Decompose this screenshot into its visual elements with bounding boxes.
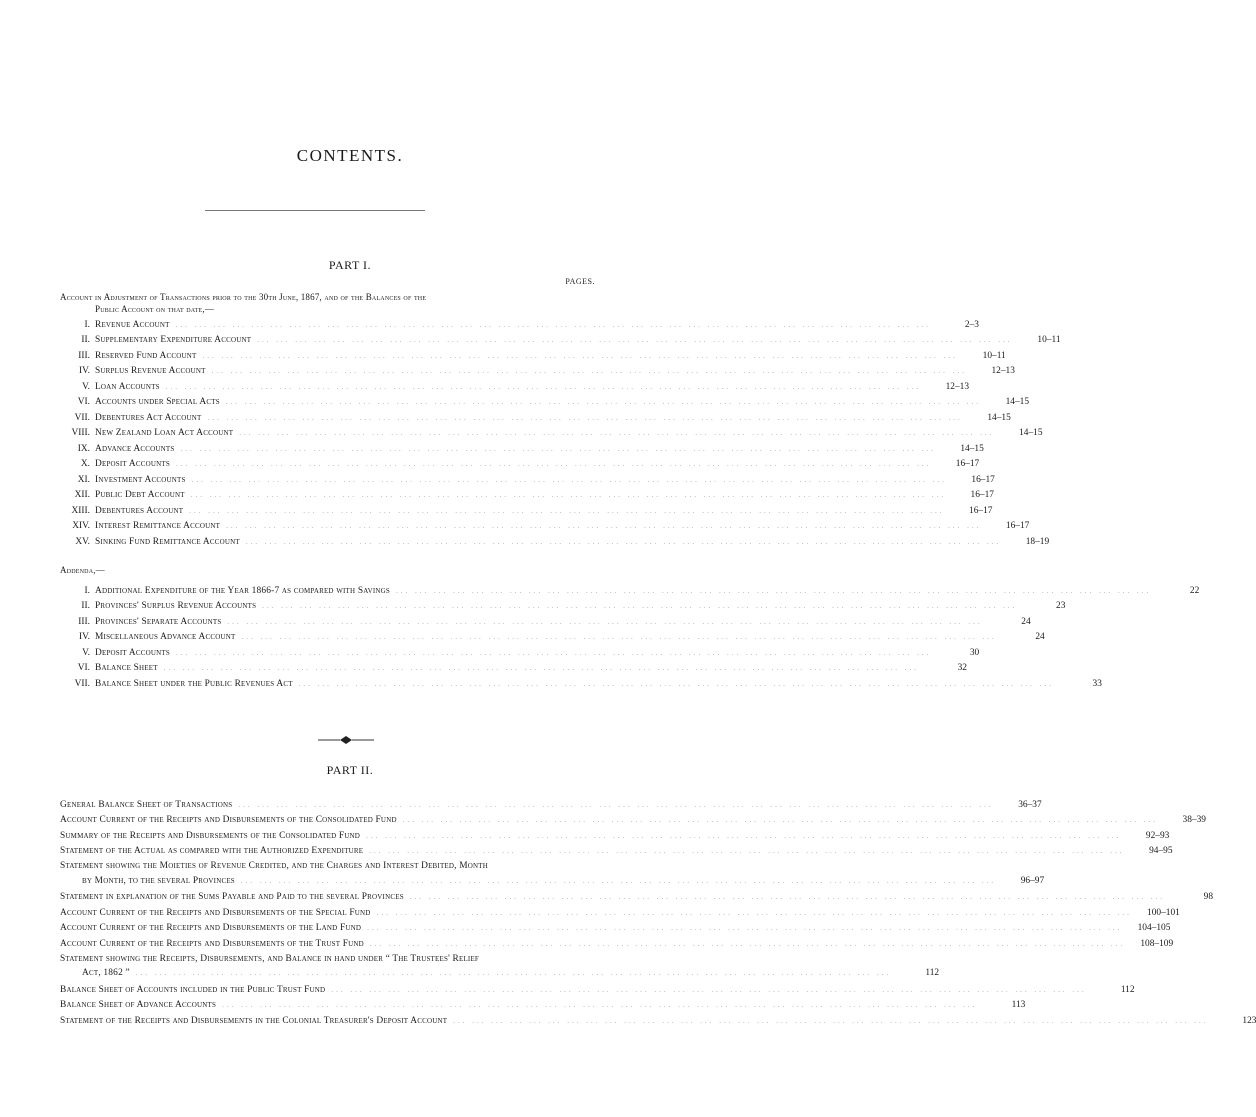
- leader-dots: ... ... ... ... ... ... ... ... ... ... ... ... ... ... ... ... ... ... ... ... ... ... ... ... ... ... ... ... ... ... ... ... ... ... ... ... ... ... ... ...: [165, 382, 922, 391]
- list-item: [60, 859, 1045, 889]
- item-label: Statement of the Actual as compared with the Authorized Expenditure: [60, 846, 364, 857]
- leader-dots: ... ... ... ... ... ... ... ... ... ... ... ... ... ... ... ... ... ... ... ... ... ... ... ... ... ... ... ... ... ... ... ... ... ... ... ... ... ... ... ...: [453, 1016, 1209, 1025]
- list-item-continuation: [60, 966, 940, 982]
- list-item: [60, 676, 1102, 692]
- list-item: [60, 797, 1042, 813]
- title-rule: [205, 210, 425, 211]
- item-number: XII.: [74, 490, 90, 501]
- list-item: [60, 519, 1030, 535]
- item-number: XV.: [75, 536, 90, 547]
- item-label: Supplementary Expenditure Account: [95, 335, 252, 346]
- list-item: [60, 599, 1066, 615]
- item-label: Loan Accounts: [95, 381, 160, 392]
- item-number: V.: [82, 381, 90, 392]
- item-pages: 24: [1021, 616, 1031, 627]
- item-pages: 18–19: [1025, 536, 1050, 547]
- item-label: Statement of the Receipts and Disbursements in the Colonial Treasurer's Deposit Account: [60, 1015, 448, 1026]
- item-label: Provinces' Surplus Revenue Accounts: [95, 601, 257, 612]
- item-label: Advance Accounts: [95, 443, 175, 454]
- leader-dots: ... ... ... ... ... ... ... ... ... ... ... ... ... ... ... ... ... ... ... ... ... ... ... ... ... ... ... ... ... ... ... ... ... ... ... ... ... ... ... ...: [367, 924, 1123, 933]
- list-item: [60, 583, 1200, 599]
- list-item: [60, 614, 1031, 630]
- item-label: Balance Sheet under the Public Revenues Act: [95, 678, 293, 689]
- leader-dots: ... ... ... ... ... ... ... ... ... ... ... ... ... ... ... ... ... ... ... ... ... ... ... ... ... ... ... ... ... ... ... ... ... ... ... ... ... ... ... ...: [189, 506, 945, 515]
- leader-dots: ... ... ... ... ... ... ... ... ... ... ... ... ... ... ... ... ... ... ... ... ... ... ... ... ... ... ... ... ... ... ... ... ... ... ... ... ... ... ... ...: [331, 985, 1087, 994]
- item-pages: 108–109: [1140, 938, 1174, 949]
- part2-list: [60, 797, 1256, 1029]
- leader-dots: ... ... ... ... ... ... ... ... ... ... ... ... ... ... ... ... ... ... ... ... ... ... ... ... ... ... ... ... ... ... ... ... ... ... ... ... ... ... ... ...: [222, 1001, 978, 1010]
- list-item-continuation: [60, 873, 1045, 889]
- item-label: Account Current of the Receipts and Disbursements of the Land Fund: [60, 923, 362, 934]
- item-number: XIV.: [72, 521, 90, 532]
- leader-dots: ... ... ... ... ... ... ... ... ... ... ... ... ... ... ... ... ... ... ... ... ... ... ... ... ... ... ... ... ... ... ... ... ... ... ... ... ... ... ... ...: [245, 537, 1002, 546]
- list-item: [60, 379, 970, 395]
- item-pages: 16–17: [970, 490, 994, 501]
- item-pages: 104–105: [1137, 923, 1171, 934]
- item-number: IV.: [78, 366, 90, 377]
- list-item: [60, 472, 995, 488]
- item-pages: 16–17: [971, 474, 995, 485]
- list-item: [60, 1013, 1256, 1029]
- leader-dots: ... ... ... ... ... ... ... ... ... ... ... ... ... ... ... ... ... ... ... ... ... ... ... ... ... ... ... ... ... ... ... ... ... ... ... ... ... ... ... ...: [175, 320, 931, 329]
- item-pages: 100–101: [1147, 907, 1180, 918]
- list-item: [60, 410, 1011, 426]
- leader-dots: ... ... ... ... ... ... ... ... ... ... ... ... ... ... ... ... ... ... ... ... ... ... ... ... ... ... ... ... ... ... ... ... ... ... ... ... ... ... ... ...: [163, 664, 919, 673]
- addenda-label: Addenda,—: [60, 565, 105, 575]
- item-number: VIII.: [71, 428, 90, 439]
- item-label: Balance Sheet of Advance Accounts: [60, 1000, 217, 1011]
- list-item: [60, 317, 979, 333]
- item-pages: 10–11: [1037, 335, 1061, 346]
- item-pages: 30: [969, 647, 980, 658]
- list-item: [60, 936, 1174, 952]
- item-pages: 36–37: [1018, 799, 1042, 810]
- part1-list: [60, 317, 1061, 550]
- part1-intro: [60, 291, 580, 315]
- list-item: [60, 813, 1206, 829]
- item-label: General Balance Sheet of Transactions: [60, 799, 233, 810]
- item-label: Statement showing the Moieties of Revenue Credited, and the Charges and Interest Debited, Month: [60, 861, 489, 871]
- item-number: V.: [82, 647, 90, 658]
- part1-intro-line2: Public Account on that date,—: [95, 304, 215, 314]
- leader-dots: ... ... ... ... ... ... ... ... ... ... ... ... ... ... ... ... ... ... ... ... ... ... ... ... ... ... ... ... ... ... ... ... ... ... ... ... ... ... ... ...: [238, 800, 994, 809]
- leader-dots: ... ... ... ... ... ... ... ... ... ... ... ... ... ... ... ... ... ... ... ... ... ... ... ... ... ... ... ... ... ... ... ... ... ... ... ... ... ... ... ...: [226, 522, 982, 531]
- list-item: [60, 534, 1050, 550]
- list-item: [60, 890, 1214, 906]
- list-item: [60, 952, 940, 982]
- item-label: Statement in explanation of the Sums Payable and Paid to the several Provinces: [60, 892, 404, 903]
- list-item: [60, 503, 993, 519]
- list-item: [60, 333, 1061, 349]
- item-pages: 112: [1120, 984, 1135, 995]
- item-label: Investment Accounts: [95, 474, 186, 485]
- list-item: [60, 630, 1045, 646]
- item-pages: 16–17: [1005, 521, 1030, 532]
- leader-dots: ... ... ... ... ... ... ... ... ... ... ... ... ... ... ... ... ... ... ... ... ... ... ... ... ... ... ... ... ... ... ... ... ... ... ... ... ... ... ... ...: [211, 367, 967, 376]
- item-pages: 23: [1056, 601, 1066, 612]
- leader-dots: ... ... ... ... ... ... ... ... ... ... ... ... ... ... ... ... ... ... ... ... ... ... ... ... ... ... ... ... ... ... ... ... ... ... ... ... ... ... ... ...: [175, 460, 932, 469]
- item-number: IV.: [78, 632, 90, 643]
- list-item: [60, 828, 1170, 844]
- item-pages: 123: [1242, 1015, 1256, 1026]
- leader-dots: ... ... ... ... ... ... ... ... ... ... ... ... ... ... ... ... ... ... ... ... ... ... ... ... ... ... ... ... ... ... ... ... ... ... ... ... ... ... ... ...: [257, 336, 1013, 345]
- item-number: I.: [84, 319, 90, 330]
- list-item: [60, 457, 980, 473]
- page-title: CONTENTS.: [296, 146, 404, 165]
- item-pages: 14–15: [960, 443, 984, 454]
- leader-dots: ... ... ... ... ... ... ... ... ... ... ... ... ... ... ... ... ... ... ... ... ... ... ... ... ... ... ... ... ... ... ... ... ... ... ... ... ... ... ... ...: [241, 633, 997, 642]
- item-pages: 96–97: [1020, 875, 1045, 886]
- item-pages: 113: [1011, 1000, 1026, 1011]
- item-pages: 24: [1035, 632, 1045, 643]
- item-pages: 33: [1092, 678, 1102, 689]
- item-pages: 38–39: [1182, 815, 1206, 826]
- item-pages: 2–3: [964, 319, 979, 330]
- item-label-continued: by Month, to the several Provinces: [82, 875, 235, 886]
- leader-dots: ... ... ... ... ... ... ... ... ... ... ... ... ... ... ... ... ... ... ... ... ... ... ... ... ... ... ... ... ... ... ... ... ... ... ... ... ... ... ... ...: [376, 908, 1132, 917]
- leader-dots: ... ... ... ... ... ... ... ... ... ... ... ... ... ... ... ... ... ... ... ... ... ... ... ... ... ... ... ... ... ... ... ... ... ... ... ... ... ... ... ...: [135, 969, 892, 978]
- item-pages: 12–13: [991, 366, 1015, 377]
- leader-dots: ... ... ... ... ... ... ... ... ... ... ... ... ... ... ... ... ... ... ... ... ... ... ... ... ... ... ... ... ... ... ... ... ... ... ... ... ... ... ... ...: [402, 816, 1158, 825]
- item-number: I.: [84, 585, 90, 596]
- leader-dots: ... ... ... ... ... ... ... ... ... ... ... ... ... ... ... ... ... ... ... ... ... ... ... ... ... ... ... ... ... ... ... ... ... ... ... ... ... ... ... ...: [262, 602, 1018, 611]
- item-pages: 32: [957, 663, 967, 674]
- item-number: III.: [78, 350, 90, 361]
- leader-dots: ... ... ... ... ... ... ... ... ... ... ... ... ... ... ... ... ... ... ... ... ... ... ... ... ... ... ... ... ... ... ... ... ... ... ... ... ... ... ... ...: [207, 413, 963, 422]
- item-label: Sinking Fund Remittance Account: [95, 536, 240, 547]
- leader-dots: ... ... ... ... ... ... ... ... ... ... ... ... ... ... ... ... ... ... ... ... ... ... ... ... ... ... ... ... ... ... ... ... ... ... ... ... ... ... ... ...: [175, 648, 932, 657]
- item-pages: 14–15: [987, 412, 1011, 423]
- item-label: Account Current of the Receipts and Disbursements of the Special Fund: [60, 907, 371, 918]
- item-pages: 10–11: [982, 350, 1006, 361]
- item-number: XI.: [77, 474, 90, 485]
- list-item: [60, 348, 1006, 364]
- item-label: Provinces' Separate Accounts: [95, 616, 222, 627]
- item-number: III.: [78, 616, 90, 627]
- leader-dots: ... ... ... ... ... ... ... ... ... ... ... ... ... ... ... ... ... ... ... ... ... ... ... ... ... ... ... ... ... ... ... ... ... ... ... ... ... ... ... ...: [190, 491, 946, 500]
- leader-dots: ... ... ... ... ... ... ... ... ... ... ... ... ... ... ... ... ... ... ... ... ... ... ... ... ... ... ... ... ... ... ... ... ... ... ... ... ... ... ... ...: [409, 893, 1166, 902]
- leader-dots: ... ... ... ... ... ... ... ... ... ... ... ... ... ... ... ... ... ... ... ... ... ... ... ... ... ... ... ... ... ... ... ... ... ... ... ... ... ... ... ...: [240, 876, 997, 885]
- item-label: Balance Sheet of Accounts included in the Public Trust Fund: [60, 984, 326, 995]
- item-label: Balance Sheet: [95, 663, 158, 674]
- leader-dots: ... ... ... ... ... ... ... ... ... ... ... ... ... ... ... ... ... ... ... ... ... ... ... ... ... ... ... ... ... ... ... ... ... ... ... ... ... ... ... ...: [366, 831, 1122, 840]
- leader-dots: ... ... ... ... ... ... ... ... ... ... ... ... ... ... ... ... ... ... ... ... ... ... ... ... ... ... ... ... ... ... ... ... ... ... ... ... ... ... ... ...: [180, 444, 936, 453]
- item-pages: 16–17: [955, 459, 980, 470]
- addenda-list: [60, 583, 1200, 692]
- leader-dots: ... ... ... ... ... ... ... ... ... ... ... ... ... ... ... ... ... ... ... ... ... ... ... ... ... ... ... ... ... ... ... ... ... ... ... ... ... ... ... ...: [369, 939, 1126, 948]
- leader-dots: ... ... ... ... ... ... ... ... ... ... ... ... ... ... ... ... ... ... ... ... ... ... ... ... ... ... ... ... ... ... ... ... ... ... ... ... ... ... ... ...: [225, 398, 982, 407]
- item-number: II.: [81, 335, 90, 346]
- item-number: VII.: [74, 412, 90, 423]
- leader-dots: ... ... ... ... ... ... ... ... ... ... ... ... ... ... ... ... ... ... ... ... ... ... ... ... ... ... ... ... ... ... ... ... ... ... ... ... ... ... ... ...: [191, 475, 947, 484]
- list-item: [60, 661, 967, 677]
- list-item: [60, 426, 1043, 442]
- list-item: [60, 905, 1180, 921]
- list-item: [60, 395, 1030, 411]
- list-item: [60, 364, 1015, 380]
- item-label: Summary of the Receipts and Disbursements of the Consolidated Fund: [60, 830, 361, 841]
- leader-dots: ... ... ... ... ... ... ... ... ... ... ... ... ... ... ... ... ... ... ... ... ... ... ... ... ... ... ... ... ... ... ... ... ... ... ... ... ... ... ... ...: [202, 351, 958, 360]
- item-label: Revenue Account: [95, 319, 170, 330]
- list-item: [60, 921, 1171, 937]
- list-item: [60, 488, 994, 504]
- part1-intro-line1: Account in Adjustment of Transactions prior to the 30th June, 1867, and of the Balances of the: [60, 292, 427, 302]
- item-number: VI.: [77, 397, 90, 408]
- item-pages: 16–17: [969, 505, 993, 516]
- list-item: [60, 441, 984, 457]
- list-item: [60, 998, 1026, 1014]
- pages-column-label: PAGES.: [565, 277, 595, 286]
- item-label: Deposit Accounts: [95, 647, 170, 658]
- ornament-divider: [318, 735, 374, 745]
- item-label: Statement showing the Receipts, Disbursements, and Balance in hand under “ The Trustees' Relief: [60, 953, 480, 964]
- item-label: Surplus Revenue Account: [95, 366, 206, 377]
- item-pages: 112: [925, 968, 940, 979]
- item-number: X.: [80, 459, 90, 470]
- item-label: Reserved Fund Account: [95, 350, 197, 361]
- item-label: Debentures Account: [95, 505, 184, 516]
- item-label: Additional Expenditure of the Year 1866-7 as compared with Savings: [95, 585, 390, 596]
- item-pages: 14–15: [1019, 428, 1043, 439]
- item-label: Account Current of the Receipts and Disbursements of the Consolidated Fund: [60, 815, 397, 826]
- item-label-continued: Act, 1862 ”: [82, 968, 130, 979]
- list-item: [60, 844, 1173, 860]
- item-number: XIII.: [71, 505, 90, 516]
- item-label: New Zealand Loan Act Account: [95, 428, 234, 439]
- leader-dots: ... ... ... ... ... ... ... ... ... ... ... ... ... ... ... ... ... ... ... ... ... ... ... ... ... ... ... ... ... ... ... ... ... ... ... ... ... ... ... ...: [227, 617, 983, 626]
- leader-dots: ... ... ... ... ... ... ... ... ... ... ... ... ... ... ... ... ... ... ... ... ... ... ... ... ... ... ... ... ... ... ... ... ... ... ... ... ... ... ... ...: [239, 429, 995, 438]
- item-number: VI.: [77, 663, 90, 674]
- item-label: Public Debt Account: [95, 490, 185, 501]
- item-pages: 22: [1189, 585, 1200, 596]
- item-number: IX.: [77, 443, 90, 454]
- part1-heading: PART I.: [328, 258, 372, 272]
- part2-heading: PART II.: [326, 763, 374, 777]
- leader-dots: ... ... ... ... ... ... ... ... ... ... ... ... ... ... ... ... ... ... ... ... ... ... ... ... ... ... ... ... ... ... ... ... ... ... ... ... ... ... ... ...: [298, 679, 1054, 688]
- item-pages: 98: [1203, 892, 1214, 903]
- item-label: Accounts under Special Acts: [95, 397, 220, 408]
- item-label: Interest Remittance Account: [95, 521, 221, 532]
- leader-dots: ... ... ... ... ... ... ... ... ... ... ... ... ... ... ... ... ... ... ... ... ... ... ... ... ... ... ... ... ... ... ... ... ... ... ... ... ... ... ... ...: [396, 586, 1152, 595]
- item-label: Miscellaneous Advance Account: [95, 632, 236, 643]
- item-number: VII.: [74, 678, 90, 689]
- list-item: [60, 645, 980, 661]
- item-number: II.: [81, 601, 90, 612]
- item-label: Debentures Act Account: [95, 412, 202, 423]
- item-label: Account Current of the Receipts and Disbursements of the Trust Fund: [60, 938, 364, 949]
- item-pages: 14–15: [1005, 397, 1030, 408]
- item-pages: 12–13: [945, 381, 970, 392]
- item-pages: 94–95: [1149, 846, 1173, 857]
- list-item: [60, 982, 1135, 998]
- leader-dots: ... ... ... ... ... ... ... ... ... ... ... ... ... ... ... ... ... ... ... ... ... ... ... ... ... ... ... ... ... ... ... ... ... ... ... ... ... ... ... ...: [369, 847, 1125, 856]
- item-label: Deposit Accounts: [95, 459, 170, 470]
- item-pages: 92–93: [1145, 830, 1170, 841]
